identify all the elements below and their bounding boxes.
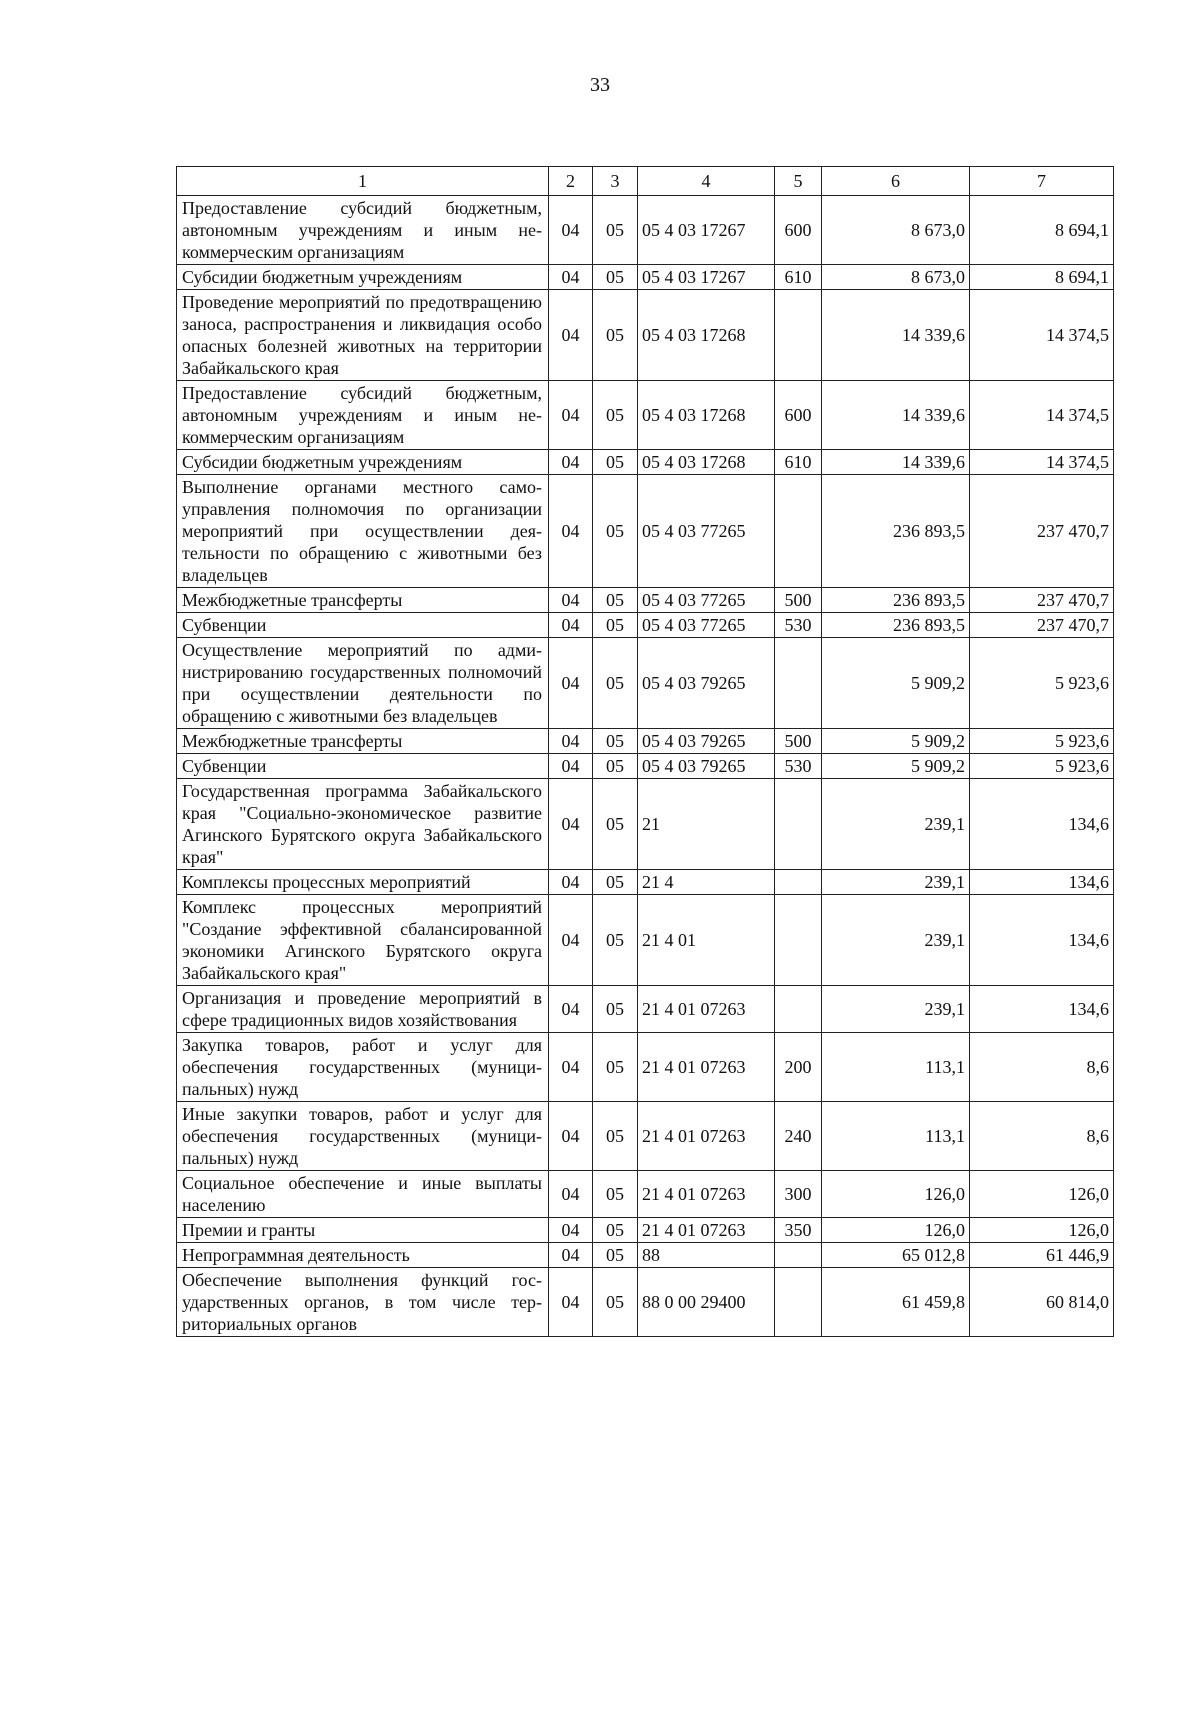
- row-subsection: 05: [593, 613, 638, 638]
- row-subsection: 05: [593, 729, 638, 754]
- row-amount-2: 14 374,5: [970, 290, 1114, 381]
- table-row: [177, 1102, 1114, 1171]
- row-expense-type: 500: [775, 729, 822, 754]
- table-row: [177, 638, 1114, 729]
- row-target-article: 05 4 03 77265: [638, 588, 775, 613]
- row-expense-type: [775, 895, 822, 986]
- row-section: 04: [549, 613, 593, 638]
- row-target-article: 05 4 03 17268: [638, 290, 775, 381]
- row-amount-2: 134,6: [970, 895, 1114, 986]
- row-section: 04: [549, 450, 593, 475]
- row-name: Предоставление субсидий бюджетным, автономным учреждениям и иным некоммерческим организациям: [177, 196, 549, 265]
- row-subsection: 05: [593, 895, 638, 986]
- row-target-article: 21 4 01: [638, 895, 775, 986]
- row-target-article: 05 4 03 79265: [638, 638, 775, 729]
- row-name: Проведение мероприятий по предотвращению заноса, распространения и ликвидация особо опасных болезней животных на территории Забайкальского края: [177, 290, 549, 381]
- row-target-article: 05 4 03 17267: [638, 196, 775, 265]
- row-amount-2: 61 446,9: [970, 1243, 1114, 1268]
- row-name: Государственная программа Забайкальского края "Социально-экономическое развитие Агинского Бурятского округа Забайкальского края": [177, 779, 549, 870]
- table-body: [177, 196, 1114, 1337]
- row-amount-2: 237 470,7: [970, 613, 1114, 638]
- row-expense-type: [775, 779, 822, 870]
- row-amount-1: 239,1: [822, 870, 970, 895]
- table-row: [177, 895, 1114, 986]
- row-amount-2: 8 694,1: [970, 265, 1114, 290]
- row-amount-2: 14 374,5: [970, 381, 1114, 450]
- row-expense-type: 300: [775, 1171, 822, 1218]
- row-amount-2: 8,6: [970, 1102, 1114, 1171]
- row-subsection: 05: [593, 779, 638, 870]
- row-amount-1: 14 339,6: [822, 381, 970, 450]
- table-row: [177, 779, 1114, 870]
- row-name: Непрограммная деятельность: [177, 1243, 549, 1268]
- row-section: 04: [549, 1171, 593, 1218]
- row-section: 04: [549, 381, 593, 450]
- row-amount-1: 239,1: [822, 895, 970, 986]
- row-expense-type: 600: [775, 196, 822, 265]
- table-row: [177, 1171, 1114, 1218]
- row-name: Межбюджетные трансферты: [177, 729, 549, 754]
- table-row: [177, 1243, 1114, 1268]
- row-amount-2: 8 694,1: [970, 196, 1114, 265]
- row-expense-type: 530: [775, 613, 822, 638]
- row-amount-2: 126,0: [970, 1218, 1114, 1243]
- table-row: [177, 1218, 1114, 1243]
- page-number: 33: [590, 74, 610, 96]
- row-expense-type: 530: [775, 754, 822, 779]
- row-amount-1: 5 909,2: [822, 754, 970, 779]
- row-target-article: 05 4 03 77265: [638, 475, 775, 588]
- row-amount-1: 113,1: [822, 1033, 970, 1102]
- row-section: 04: [549, 1268, 593, 1337]
- header-row: [177, 167, 1114, 196]
- table-row: [177, 729, 1114, 754]
- row-subsection: 05: [593, 196, 638, 265]
- row-expense-type: [775, 1243, 822, 1268]
- row-amount-1: 8 673,0: [822, 196, 970, 265]
- row-section: 04: [549, 638, 593, 729]
- row-name: Комплексы процессных мероприятий: [177, 870, 549, 895]
- row-section: 04: [549, 895, 593, 986]
- header-col-7: 7: [970, 167, 1114, 196]
- row-name: Межбюджетные трансферты: [177, 588, 549, 613]
- row-section: 04: [549, 475, 593, 588]
- header-col-1: 1: [177, 167, 549, 196]
- row-name: Иные закупки товаров, работ и услуг для обеспечения государственных (муниципальных) нужд: [177, 1102, 549, 1171]
- row-amount-1: 239,1: [822, 779, 970, 870]
- row-section: 04: [549, 1243, 593, 1268]
- row-amount-1: 5 909,2: [822, 638, 970, 729]
- row-name: Премии и гранты: [177, 1218, 549, 1243]
- row-amount-2: 14 374,5: [970, 450, 1114, 475]
- table-row: [177, 986, 1114, 1033]
- row-section: 04: [549, 779, 593, 870]
- row-target-article: 21: [638, 779, 775, 870]
- row-name: Субвенции: [177, 754, 549, 779]
- row-name: Закупка товаров, работ и услуг для обеспечения государственных (муниципальных) нужд: [177, 1033, 549, 1102]
- row-name: Субсидии бюджетным учреждениям: [177, 450, 549, 475]
- row-expense-type: 610: [775, 450, 822, 475]
- row-subsection: 05: [593, 870, 638, 895]
- row-subsection: 05: [593, 290, 638, 381]
- row-name: Организация и проведение мероприятий в сфере традиционных видов хозяйствования: [177, 986, 549, 1033]
- row-subsection: 05: [593, 265, 638, 290]
- row-subsection: 05: [593, 986, 638, 1033]
- row-amount-2: 5 923,6: [970, 754, 1114, 779]
- row-amount-1: 126,0: [822, 1218, 970, 1243]
- row-amount-1: 65 012,8: [822, 1243, 970, 1268]
- row-amount-2: 5 923,6: [970, 729, 1114, 754]
- row-target-article: 21 4 01 07263: [638, 986, 775, 1033]
- row-amount-1: 239,1: [822, 986, 970, 1033]
- row-section: 04: [549, 290, 593, 381]
- row-expense-type: 500: [775, 588, 822, 613]
- row-amount-2: 237 470,7: [970, 588, 1114, 613]
- row-subsection: 05: [593, 381, 638, 450]
- row-amount-2: 126,0: [970, 1171, 1114, 1218]
- row-name: Осуществление мероприятий по администрированию государственных полномочий при осуществлении деятельности по обращению с животными без владельцев: [177, 638, 549, 729]
- row-target-article: 05 4 03 17268: [638, 381, 775, 450]
- row-amount-2: 8,6: [970, 1033, 1114, 1102]
- row-subsection: 05: [593, 1033, 638, 1102]
- row-name: Субвенции: [177, 613, 549, 638]
- row-subsection: 05: [593, 1243, 638, 1268]
- row-target-article: 05 4 03 17268: [638, 450, 775, 475]
- row-amount-2: 134,6: [970, 986, 1114, 1033]
- row-name: Комплекс процессных мероприятий "Создание эффективной сбалансированной экономики Агинского Бурятского округа Забайкальского края": [177, 895, 549, 986]
- row-subsection: 05: [593, 475, 638, 588]
- row-name: Субсидии бюджетным учреждениям: [177, 265, 549, 290]
- row-target-article: 21 4 01 07263: [638, 1218, 775, 1243]
- row-expense-type: [775, 638, 822, 729]
- table-row: [177, 450, 1114, 475]
- table-row: [177, 1033, 1114, 1102]
- row-subsection: 05: [593, 450, 638, 475]
- row-name: Предоставление субсидий бюджетным, автономным учреждениям и иным некоммерческим организациям: [177, 381, 549, 450]
- table-row: [177, 1268, 1114, 1337]
- row-amount-1: 236 893,5: [822, 475, 970, 588]
- row-name: Социальное обеспечение и иные выплаты населению: [177, 1171, 549, 1218]
- row-amount-2: 5 923,6: [970, 638, 1114, 729]
- row-expense-type: 610: [775, 265, 822, 290]
- table-row: [177, 588, 1114, 613]
- row-section: 04: [549, 588, 593, 613]
- row-amount-2: 60 814,0: [970, 1268, 1114, 1337]
- row-section: 04: [549, 870, 593, 895]
- row-section: 04: [549, 1033, 593, 1102]
- row-section: 04: [549, 1218, 593, 1243]
- row-amount-1: 236 893,5: [822, 588, 970, 613]
- row-target-article: 21 4: [638, 870, 775, 895]
- row-name: Обеспечение выполнения функций государственных органов, в том числе территориальных органов: [177, 1268, 549, 1337]
- row-target-article: 88 0 00 29400: [638, 1268, 775, 1337]
- row-section: 04: [549, 1102, 593, 1171]
- row-subsection: 05: [593, 1171, 638, 1218]
- row-amount-1: 236 893,5: [822, 613, 970, 638]
- row-target-article: 88: [638, 1243, 775, 1268]
- header-col-3: 3: [593, 167, 638, 196]
- row-amount-1: 113,1: [822, 1102, 970, 1171]
- row-section: 04: [549, 986, 593, 1033]
- row-section: 04: [549, 729, 593, 754]
- row-subsection: 05: [593, 1268, 638, 1337]
- row-target-article: 21 4 01 07263: [638, 1171, 775, 1218]
- row-target-article: 05 4 03 17267: [638, 265, 775, 290]
- row-section: 04: [549, 265, 593, 290]
- row-expense-type: [775, 870, 822, 895]
- row-amount-2: 134,6: [970, 870, 1114, 895]
- row-amount-1: 126,0: [822, 1171, 970, 1218]
- row-expense-type: 600: [775, 381, 822, 450]
- row-target-article: 21 4 01 07263: [638, 1102, 775, 1171]
- table-row: [177, 265, 1114, 290]
- row-subsection: 05: [593, 1218, 638, 1243]
- table-row: [177, 613, 1114, 638]
- header-col-6: 6: [822, 167, 970, 196]
- row-subsection: 05: [593, 1102, 638, 1171]
- row-name: Выполнение органами местного самоуправления полномочия по организации мероприятий при осуществлении деятельности по обращению с животными без владельцев: [177, 475, 549, 588]
- row-amount-1: 14 339,6: [822, 290, 970, 381]
- row-expense-type: 240: [775, 1102, 822, 1171]
- row-amount-1: 8 673,0: [822, 265, 970, 290]
- row-target-article: 21 4 01 07263: [638, 1033, 775, 1102]
- table-row: [177, 196, 1114, 265]
- header-col-2: 2: [549, 167, 593, 196]
- row-amount-2: 237 470,7: [970, 475, 1114, 588]
- table-row: [177, 754, 1114, 779]
- row-target-article: 05 4 03 79265: [638, 754, 775, 779]
- table-row: [177, 475, 1114, 588]
- row-subsection: 05: [593, 588, 638, 613]
- table-row: [177, 290, 1114, 381]
- row-expense-type: 350: [775, 1218, 822, 1243]
- header-col-5: 5: [775, 167, 822, 196]
- row-subsection: 05: [593, 638, 638, 729]
- header-col-4: 4: [638, 167, 775, 196]
- row-expense-type: [775, 986, 822, 1033]
- row-amount-2: 134,6: [970, 779, 1114, 870]
- row-section: 04: [549, 754, 593, 779]
- row-amount-1: 14 339,6: [822, 450, 970, 475]
- row-target-article: 05 4 03 79265: [638, 729, 775, 754]
- table-row: [177, 381, 1114, 450]
- row-expense-type: [775, 475, 822, 588]
- row-amount-1: 61 459,8: [822, 1268, 970, 1337]
- row-expense-type: 200: [775, 1033, 822, 1102]
- row-section: 04: [549, 196, 593, 265]
- budget-table: [176, 166, 1114, 1337]
- row-subsection: 05: [593, 754, 638, 779]
- row-target-article: 05 4 03 77265: [638, 613, 775, 638]
- table-row: [177, 870, 1114, 895]
- row-amount-1: 5 909,2: [822, 729, 970, 754]
- row-expense-type: [775, 290, 822, 381]
- table-header: [177, 167, 1114, 196]
- row-expense-type: [775, 1268, 822, 1337]
